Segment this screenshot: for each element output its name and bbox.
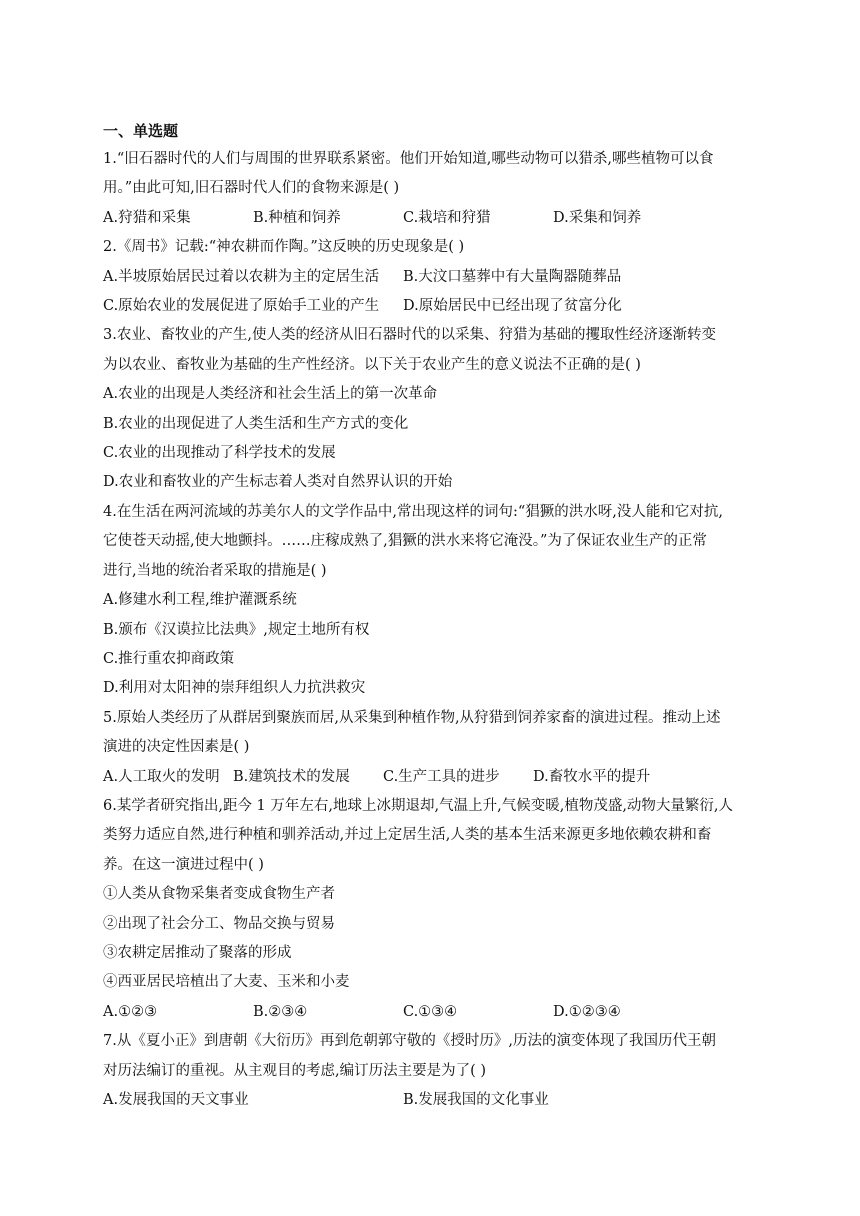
statement-item: ④西亚居民培植出了大麦、玉米和小麦 <box>103 974 350 991</box>
option-a: A.人工取火的发明 <box>103 768 220 785</box>
question-5-stem-line: 演进的决定性因素是( ) <box>103 739 250 756</box>
option-d: D.①②③④ <box>553 1003 621 1020</box>
option-a: A.农业的出现是人类经济和社会生活上的第一次革命 <box>103 386 438 403</box>
option-a: A.半坡原始居民过着以农耕为主的定居生活 <box>103 268 380 285</box>
option-d: D.利用对太阳神的崇拜组织人力抗洪救灾 <box>103 680 366 697</box>
option-d: D.畜牧水平的提升 <box>533 768 651 785</box>
option-b: B.建筑技术的发展 <box>233 768 350 785</box>
question-1-stem-line: 用。”由此可知,旧石器时代人们的食物来源是( ) <box>103 180 400 197</box>
question-2-options-row-2 <box>103 292 763 321</box>
option-c: C.推行重农抑商政策 <box>103 650 235 667</box>
question-6-stem-line: 6.某学者研究指出,距今 1 万年左右,地球上冰期退却,气温上升,气候变暖,植物茂盛,动物大量繁衍,人 <box>103 797 734 814</box>
section-title: 一、单选题 <box>103 122 179 140</box>
question-3 <box>103 321 763 497</box>
question-4-stem-line: 进行,当地的统治者采取的措施是( ) <box>103 562 327 579</box>
question-1-options <box>103 204 763 233</box>
question-5-options <box>103 763 763 792</box>
question-1-stem-line: 1.“旧石器时代的人们与周围的世界联系紧密。他们开始知道,哪些动物可以猎杀,哪些植物可以食 <box>103 151 714 167</box>
question-6 <box>103 792 763 1027</box>
option-a: A.发展我国的天文事业 <box>103 1092 249 1108</box>
question-6-stem-line: 类努力适应自然,进行种植和驯养活动,并过上定居生活,人类的基本生活来源更多地依赖农耕和畜 <box>103 827 712 844</box>
question-5-stem-line: 5.原始人类经历了从群居到聚族而居,从采集到种植作物,从狩猎到饲养家畜的演进过程。推动上述 <box>103 709 721 726</box>
option-d: D.农业和畜牧业的产生标志着人类对自然界认识的开始 <box>103 474 453 491</box>
statement-item: ②出现了社会分工、物品交换与贸易 <box>103 915 335 932</box>
question-7-stem-line: 对历法编订的重视。从主观目的考虑,编订历法主要是为了( ) <box>103 1062 487 1079</box>
exam-page <box>103 124 763 1115</box>
option-a: A.狩猎和采集 <box>103 209 191 226</box>
option-b: B.种植和饲养 <box>253 209 341 226</box>
question-5 <box>103 704 763 792</box>
option-b: B.颁布《汉谟拉比法典》,规定土地所有权 <box>103 621 370 638</box>
option-c: C.生产工具的进步 <box>383 768 500 785</box>
question-2-options-row-1 <box>103 263 763 292</box>
option-a: A.修建水利工程,维护灌溉系统 <box>103 592 297 609</box>
question-2-stem-line: 2.《周书》记载:“神农耕而作陶。”这反映的历史现象是( ) <box>103 239 465 256</box>
question-7-stem-line: 7.从《夏小正》到唐朝《大衍历》再到危朝郭守敬的《授时历》,历法的演变体现了我国历代王朝 <box>103 1033 716 1050</box>
question-4-stem-line: 它使苍天动摇,使大地颤抖。……庄稼成熟了,猖獗的洪水来将它淹没。”为了保证农业生产的正常 <box>103 533 707 550</box>
question-4 <box>103 498 763 704</box>
statement-item: ③农耕定居推动了聚落的形成 <box>103 944 292 961</box>
question-3-stem-line: 为以农业、畜牧业为基础的生产性经济。以下关于农业产生的意义说法不正确的是( ) <box>103 356 641 373</box>
option-c: C.农业的出现推动了科学技术的发展 <box>103 445 336 462</box>
option-d: D.原始居民中已经出现了贫富分化 <box>403 298 622 315</box>
question-6-stem-line: 养。在这一演进过程中( ) <box>103 856 264 873</box>
option-c: C.①③④ <box>403 1003 458 1020</box>
option-b: B.农业的出现促进了人类生活和生产方式的变化 <box>103 415 409 432</box>
option-c: C.原始农业的发展促进了原始手工业的产生 <box>103 298 380 315</box>
option-a: A.①②③ <box>103 1003 158 1020</box>
statement-item: ①人类从食物采集者变成食物生产者 <box>103 886 335 903</box>
question-1 <box>103 145 763 233</box>
option-b: B.②③④ <box>253 1003 308 1020</box>
question-7 <box>103 1027 763 1115</box>
option-b: B.大汶口墓葬中有大量陶器随葬品 <box>403 268 622 285</box>
question-2 <box>103 233 763 321</box>
question-6-options <box>103 998 763 1027</box>
option-d: D.采集和饲养 <box>553 209 642 226</box>
option-b: B.发展我国的文化事业 <box>403 1092 549 1108</box>
question-7-options <box>103 1086 763 1115</box>
option-c: C.栽培和狩猎 <box>403 209 491 226</box>
question-3-stem-line: 3.农业、畜牧业的产生,使人类的经济从旧石器时代的以采集、狩猎为基础的攫取性经济逐渐转变 <box>103 327 716 344</box>
question-4-stem-line: 4.在生活在两河流域的苏美尔人的文学作品中,常出现这样的词句:“猖獗的洪水呀,没人能和它对抗, <box>103 503 723 520</box>
